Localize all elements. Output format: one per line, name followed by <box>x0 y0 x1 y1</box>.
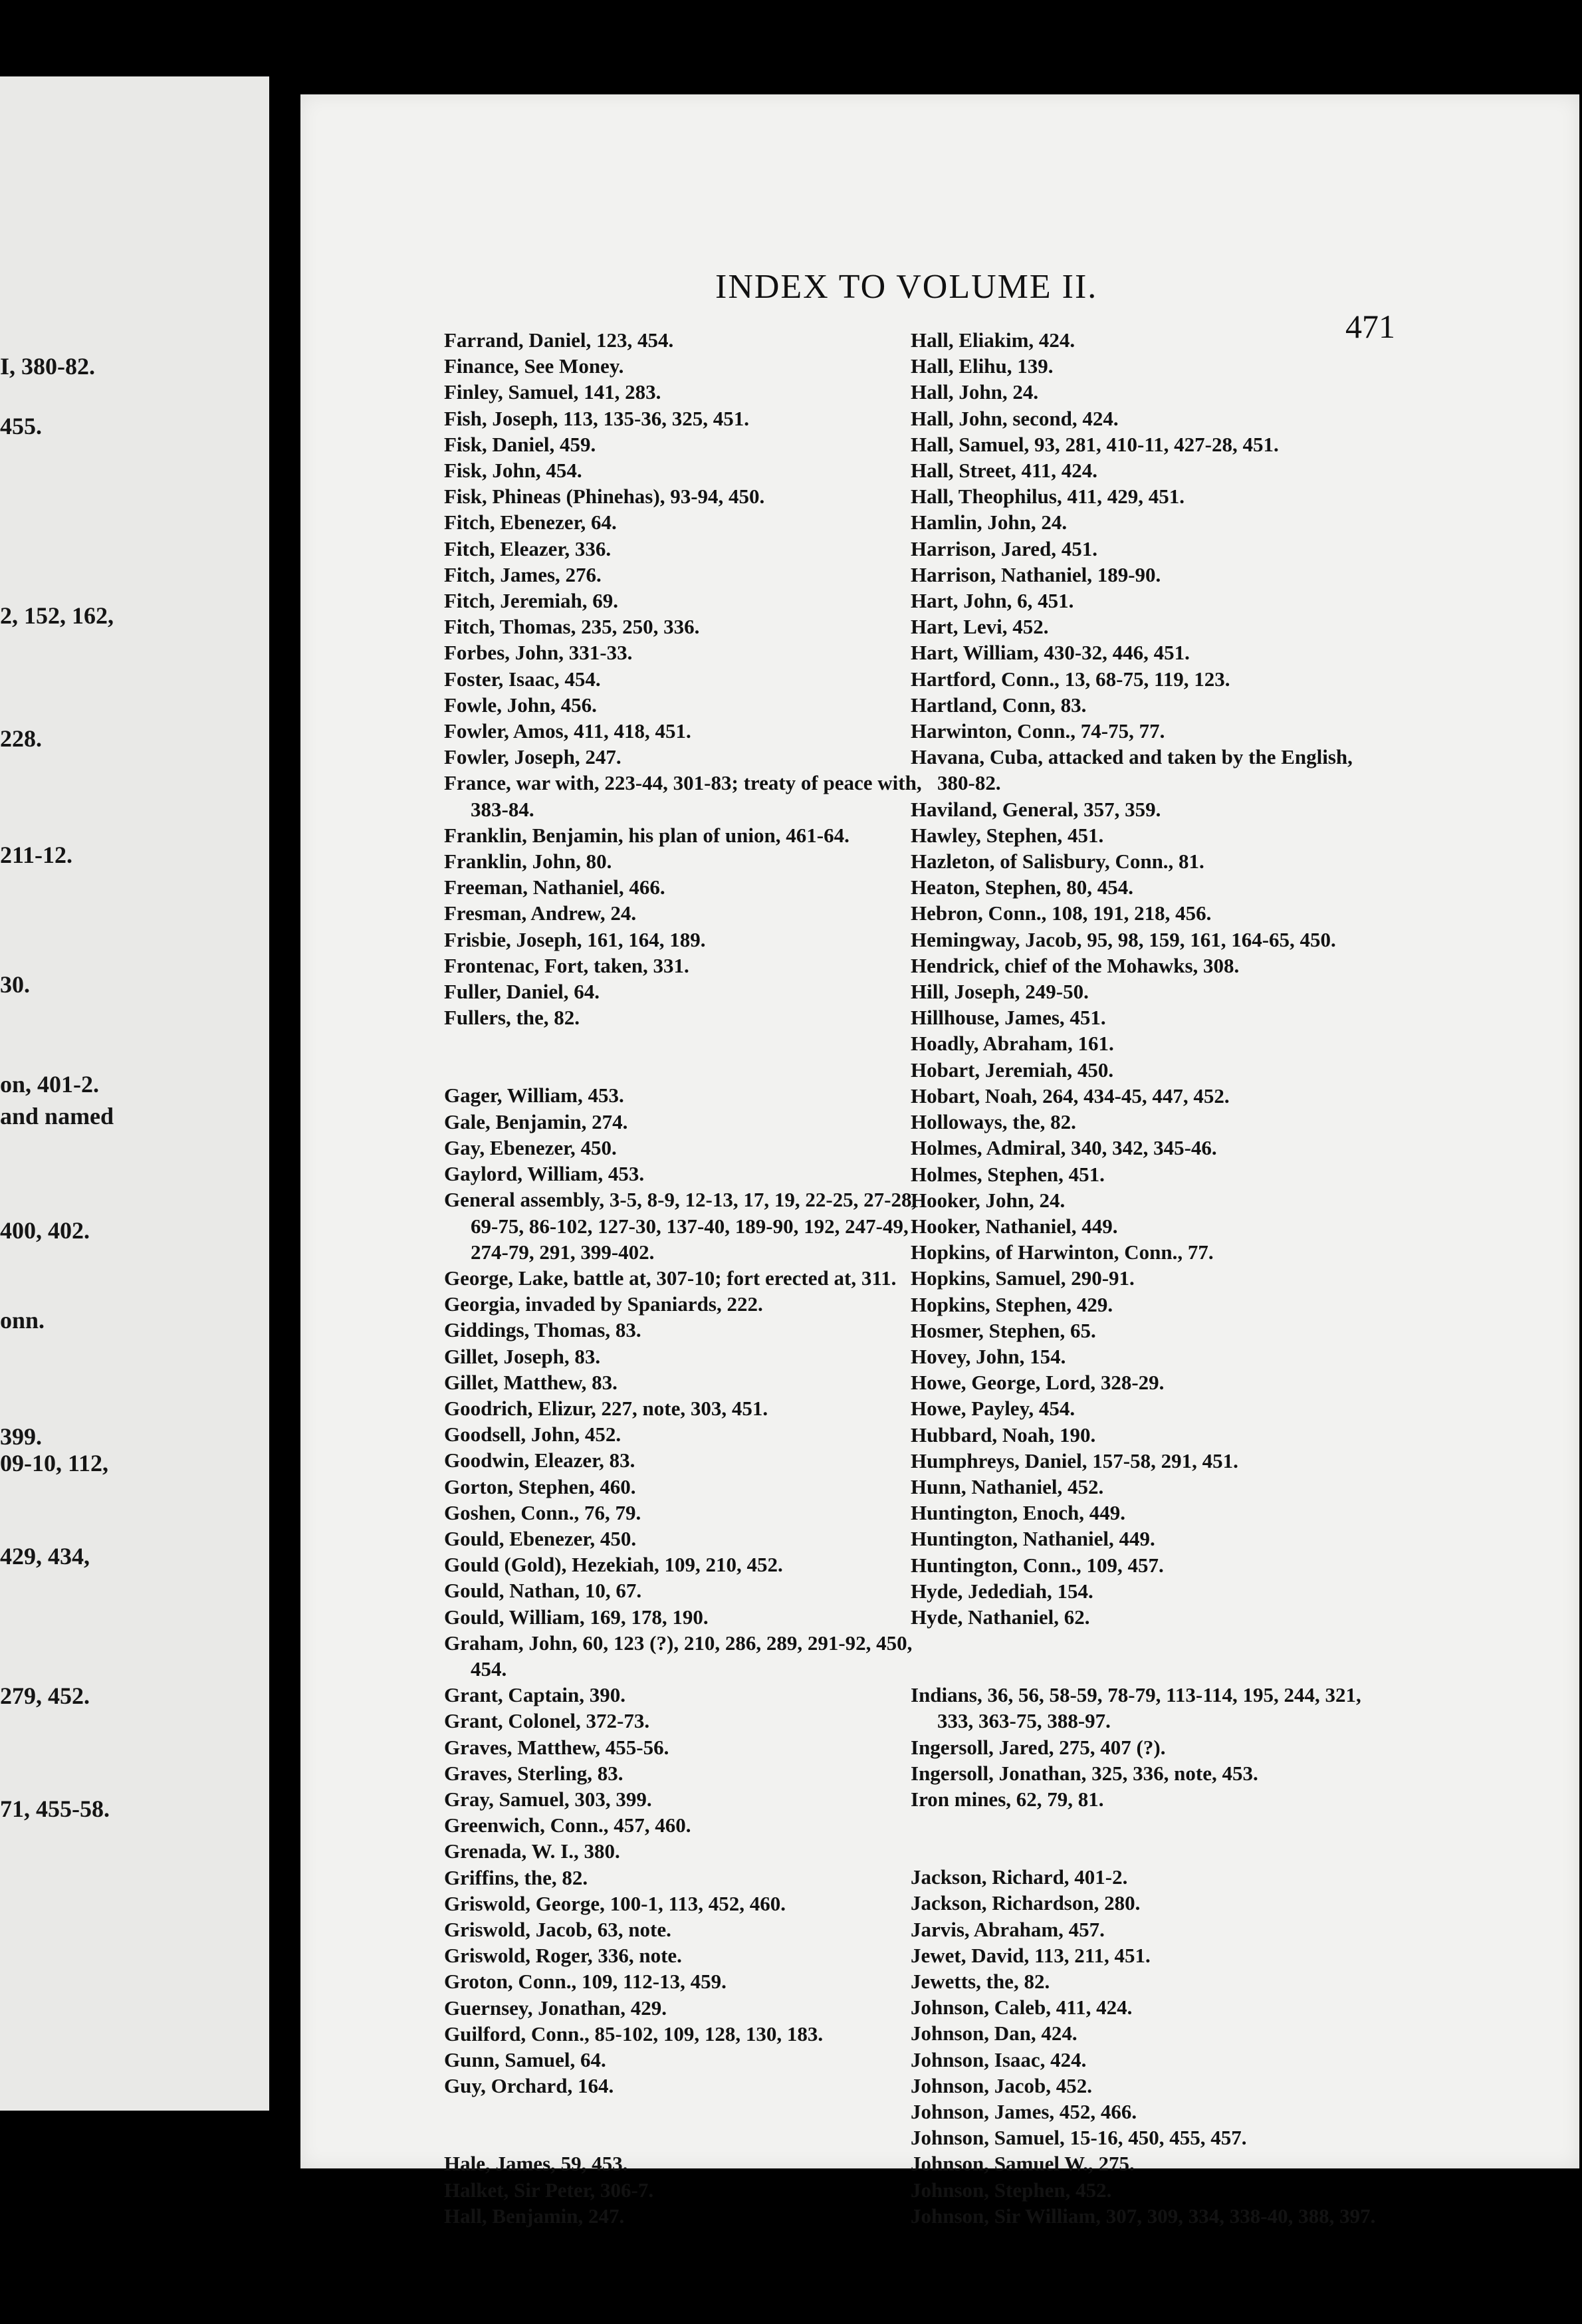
index-entry: Gillet, Matthew, 83. <box>444 1370 618 1394</box>
index-entry: Gale, Benjamin, 274. <box>444 1109 628 1133</box>
index-entry: Gillet, Joseph, 83. <box>444 1344 601 1368</box>
index-entry: Fisk, Daniel, 459. <box>444 432 596 456</box>
index-column-right <box>911 327 1389 2229</box>
index-entry: Jewetts, the, 82. <box>911 1969 1050 1993</box>
index-entry: Hopkins, Samuel, 290-91. <box>911 1266 1135 1290</box>
index-entry: Hamlin, John, 24. <box>911 511 1068 534</box>
index-entry: Fitch, James, 276. <box>444 562 602 586</box>
index-entry: Goodrich, Elizur, 227, note, 303, 451. <box>444 1396 768 1420</box>
index-entry: Jewet, David, 113, 211, 451. <box>911 1943 1151 1967</box>
index-entry: Havana, Cuba, attacked and taken by the English, 380-82. <box>911 745 1353 795</box>
index-entry: Gray, Samuel, 303, 399. <box>444 1787 652 1811</box>
index-entry: Grant, Captain, 390. <box>444 1683 625 1707</box>
page-header: INDEX TO VOLUME II. <box>715 268 1098 306</box>
index-entry: Fish, Joseph, 113, 135-36, 325, 451. <box>444 406 750 430</box>
index-entry: Hall, Theophilus, 411, 429, 451. <box>911 485 1185 509</box>
index-entry: Huntington, Conn., 109, 457. <box>911 1553 1164 1577</box>
index-entry: Hillhouse, James, 451. <box>911 1006 1106 1030</box>
index-entry: Greenwich, Conn., 457, 460. <box>444 1813 691 1837</box>
index-entry: Jarvis, Abraham, 457. <box>911 1917 1105 1941</box>
index-entry: Hendrick, chief of the Mohawks, 308. <box>911 953 1240 977</box>
index-entry: Howe, George, Lord, 328-29. <box>911 1371 1165 1395</box>
index-entry: Griswold, Jacob, 63, note. <box>444 1917 671 1941</box>
left-page-fragment: 09-10, 112, <box>0 1450 109 1476</box>
index-entry: Fowler, Amos, 411, 418, 451. <box>444 719 691 743</box>
left-page-fragment: 2, 152, 162, <box>0 602 114 629</box>
section-gap <box>911 1812 1389 1864</box>
index-entry: Johnson, James, 452, 466. <box>911 2100 1137 2123</box>
index-entry: Ingersoll, Jonathan, 325, 336, note, 453. <box>911 1761 1258 1785</box>
index-entry: Goodwin, Eleazer, 83. <box>444 1449 635 1472</box>
index-entry: Johnson, Samuel, 15-16, 450, 455, 457. <box>911 2126 1247 2150</box>
index-entry: Franklin, John, 80. <box>444 850 612 873</box>
index-entry: Frisbie, Joseph, 161, 164, 189. <box>444 927 706 951</box>
index-entry: Finance, See Money. <box>444 354 624 378</box>
index-entry: Griffins, the, 82. <box>444 1865 588 1889</box>
index-entry: Griswold, George, 100-1, 113, 452, 460. <box>444 1891 786 1915</box>
previous-page-strip <box>0 76 269 2111</box>
index-entry: Hoadly, Abraham, 161. <box>911 1032 1114 1056</box>
section-gap <box>911 1630 1389 1682</box>
index-entry: Johnson, Isaac, 424. <box>911 2047 1087 2071</box>
index-entry: Iron mines, 62, 79, 81. <box>911 1787 1104 1811</box>
index-entry: Johnson, Stephen, 452. <box>911 2178 1112 2202</box>
index-entry: Hart, William, 430-32, 446, 451. <box>911 641 1190 665</box>
index-entry: Hall, John, second, 424. <box>911 406 1119 430</box>
index-entry: Harwinton, Conn., 74-75, 77. <box>911 719 1165 743</box>
left-page-fragment: 71, 455-58. <box>0 1796 110 1822</box>
index-entry: France, war with, 223-44, 301-83; treaty of peace with, 383-84. <box>444 771 922 821</box>
index-entry: Gager, William, 453. <box>444 1084 624 1107</box>
index-entry: Hart, Levi, 452. <box>911 615 1049 639</box>
index-entry: Haviland, General, 357, 359. <box>911 797 1161 821</box>
index-entry: Franklin, Benjamin, his plan of union, 461-64. <box>444 823 849 847</box>
index-entry: Johnson, Samuel W., 275. <box>911 2152 1135 2176</box>
index-entry: Hale, James, 59, 453. <box>444 2152 628 2176</box>
index-entry: Graham, John, 60, 123 (?), 210, 286, 289, 291-92, 450, 454. <box>444 1631 913 1681</box>
index-entry: Harrison, Nathaniel, 189-90. <box>911 562 1161 586</box>
left-page-fragment: 211-12. <box>0 842 73 868</box>
index-entry: Gay, Ebenezer, 450. <box>444 1135 617 1159</box>
index-entry: Forbes, John, 331-33. <box>444 641 633 665</box>
index-entry: Farrand, Daniel, 123, 454. <box>444 328 674 352</box>
index-entry: Guilford, Conn., 85-102, 109, 128, 130, 183. <box>444 2022 824 2045</box>
index-entry: Hazleton, of Salisbury, Conn., 81. <box>911 850 1204 873</box>
left-page-fragment: 455. <box>0 413 42 439</box>
index-entry: George, Lake, battle at, 307-10; fort erected at, 311. <box>444 1266 897 1290</box>
index-entry: Hall, Street, 411, 424. <box>911 459 1097 483</box>
index-entry: Gould, Nathan, 10, 67. <box>444 1579 642 1603</box>
index-entry: Gould, William, 169, 178, 190. <box>444 1605 709 1629</box>
index-entry: Hyde, Jedediah, 154. <box>911 1579 1093 1603</box>
index-entry: Gould (Gold), Hezekiah, 109, 210, 452. <box>444 1553 783 1577</box>
index-entry: Johnson, Sir William, 307, 309, 334, 338-40, 388, 397. <box>911 2204 1376 2228</box>
index-entry: Holloways, the, 82. <box>911 1110 1076 1134</box>
index-entry: Fowle, John, 456. <box>444 693 597 717</box>
index-entry: Hobart, Noah, 264, 434-45, 447, 452. <box>911 1084 1230 1107</box>
left-page-fragment: and named <box>0 1103 114 1129</box>
index-entry: Fitch, Ebenezer, 64. <box>444 511 617 534</box>
index-entry: Gunn, Samuel, 64. <box>444 2048 606 2071</box>
index-entry: Ingersoll, Jared, 275, 407 (?). <box>911 1735 1166 1759</box>
index-entry: Guernsey, Jonathan, 429. <box>444 1996 667 2020</box>
index-entry: Graves, Sterling, 83. <box>444 1761 623 1785</box>
index-entry: Hovey, John, 154. <box>911 1344 1066 1368</box>
index-entry: Huntington, Enoch, 449. <box>911 1501 1126 1525</box>
left-page-fragment: 399. <box>0 1423 42 1450</box>
index-entry: Hyde, Nathaniel, 62. <box>911 1605 1090 1629</box>
index-entry: Fisk, Phineas (Phinehas), 93-94, 450. <box>444 485 765 509</box>
index-entry: Hooker, John, 24. <box>911 1188 1066 1212</box>
index-entry: Holmes, Admiral, 340, 342, 345-46. <box>911 1136 1217 1160</box>
left-page-fragment: onn. <box>0 1307 45 1334</box>
index-entry: Georgia, invaded by Spaniards, 222. <box>444 1292 763 1316</box>
index-column-left <box>444 327 923 2229</box>
index-entry: Fitch, Eleazer, 336. <box>444 536 612 560</box>
section-gap <box>444 1030 923 1082</box>
index-entry: Goshen, Conn., 76, 79. <box>444 1500 641 1524</box>
index-entry: Hill, Joseph, 249-50. <box>911 980 1089 1004</box>
index-entry: Johnson, Caleb, 411, 424. <box>911 1996 1133 2020</box>
index-entry: Heaton, Stephen, 80, 454. <box>911 875 1133 899</box>
index-entry: Fisk, John, 454. <box>444 459 582 483</box>
section-gap <box>444 2099 923 2150</box>
index-entry: Foster, Isaac, 454. <box>444 667 601 691</box>
index-entry: Fitch, Jeremiah, 69. <box>444 589 619 613</box>
index-entry: Harrison, Jared, 451. <box>911 536 1097 560</box>
index-entry: Johnson, Jacob, 452. <box>911 2073 1093 2097</box>
left-page-fragment: 400, 402. <box>0 1217 90 1244</box>
index-entry: Hopkins, Stephen, 429. <box>911 1292 1113 1316</box>
index-entry: Hooker, Nathaniel, 449. <box>911 1214 1118 1238</box>
index-entry: Freeman, Nathaniel, 466. <box>444 875 665 899</box>
index-entry: Hall, Samuel, 93, 281, 410-11, 427-28, 451. <box>911 432 1279 456</box>
left-page-fragment: 429, 434, <box>0 1543 90 1569</box>
index-entry: Hosmer, Stephen, 65. <box>911 1318 1096 1342</box>
index-entry: Hobart, Jeremiah, 450. <box>911 1058 1114 1082</box>
index-entry: Fuller, Daniel, 64. <box>444 980 600 1004</box>
index-page <box>300 94 1579 2228</box>
index-entry: Fitch, Thomas, 235, 250, 336. <box>444 615 700 639</box>
index-entry: Grant, Colonel, 372-73. <box>444 1709 650 1733</box>
index-entry: Griswold, Roger, 336, note. <box>444 1944 682 1968</box>
index-entry: Hemingway, Jacob, 95, 98, 159, 161, 164-65, 450. <box>911 927 1336 951</box>
index-entry: Grenada, W. I., 380. <box>444 1839 620 1863</box>
index-entry: Howe, Payley, 454. <box>911 1397 1075 1421</box>
index-entry: Fullers, the, 82. <box>444 1006 580 1030</box>
index-entry: Fresman, Andrew, 24. <box>444 901 637 925</box>
index-entry: Hubbard, Noah, 190. <box>911 1423 1096 1447</box>
index-entry: Jackson, Richard, 401-2. <box>911 1865 1128 1889</box>
left-page-fragment: I, 380-82. <box>0 353 95 380</box>
index-entry: Hall, Benjamin, 247. <box>444 2204 625 2228</box>
index-entry: Gorton, Stephen, 460. <box>444 1474 636 1498</box>
index-entry: General assembly, 3-5, 8-9, 12-13, 17, 19, 22-25, 27-28, 69-75, 86-102, 127-30, 137-40, 189-90, 192, 247-49, 274-79, 291, 399-402. <box>444 1188 917 1264</box>
index-entry: Hart, John, 6, 451. <box>911 589 1074 613</box>
index-entry: Gould, Ebenezer, 450. <box>444 1526 637 1550</box>
index-entry: Finley, Samuel, 141, 283. <box>444 380 661 404</box>
index-entry: Hebron, Conn., 108, 191, 218, 456. <box>911 901 1212 925</box>
index-entry: Guy, Orchard, 164. <box>444 2074 614 2098</box>
index-entry: Jackson, Richardson, 280. <box>911 1891 1141 1915</box>
index-entry: Hartford, Conn., 13, 68-75, 119, 123. <box>911 667 1230 691</box>
index-entry: Hartland, Conn, 83. <box>911 693 1087 717</box>
index-entry: Holmes, Stephen, 451. <box>911 1162 1105 1186</box>
left-page-fragment: 228. <box>0 725 42 752</box>
index-entry: Hawley, Stephen, 451. <box>911 823 1104 847</box>
index-entry: Frontenac, Fort, taken, 331. <box>444 953 689 977</box>
page-number: 471 <box>1345 308 1395 345</box>
index-entry: Hall, Elihu, 139. <box>911 354 1054 378</box>
left-page-fragment: 30. <box>0 971 30 998</box>
index-entry: Hunn, Nathaniel, 452. <box>911 1474 1104 1498</box>
index-entry: Groton, Conn., 109, 112-13, 459. <box>444 1970 727 1994</box>
index-entry: Hopkins, of Harwinton, Conn., 77. <box>911 1240 1214 1264</box>
index-entry: Huntington, Nathaniel, 449. <box>911 1527 1155 1551</box>
left-page-fragment: on, 401-2. <box>0 1071 100 1098</box>
left-page-fragment: 279, 452. <box>0 1683 90 1709</box>
index-entry: Humphreys, Daniel, 157-58, 291, 451. <box>911 1449 1238 1472</box>
index-entry: Graves, Matthew, 455-56. <box>444 1735 669 1759</box>
index-entry: Giddings, Thomas, 83. <box>444 1318 641 1342</box>
index-entry: Fowler, Joseph, 247. <box>444 745 622 769</box>
index-entry: Halket, Sir Peter, 306-7. <box>444 2178 654 2202</box>
index-entry: Indians, 36, 56, 58-59, 78-79, 113-114, 195, 244, 321, 333, 363-75, 388-97. <box>911 1683 1361 1733</box>
index-entry: Johnson, Dan, 424. <box>911 2022 1077 2045</box>
index-entry: Hall, Eliakim, 424. <box>911 328 1075 352</box>
index-entry: Goodsell, John, 452. <box>444 1423 622 1447</box>
index-entry: Hall, John, 24. <box>911 380 1039 404</box>
index-entry: Gaylord, William, 453. <box>444 1162 645 1186</box>
